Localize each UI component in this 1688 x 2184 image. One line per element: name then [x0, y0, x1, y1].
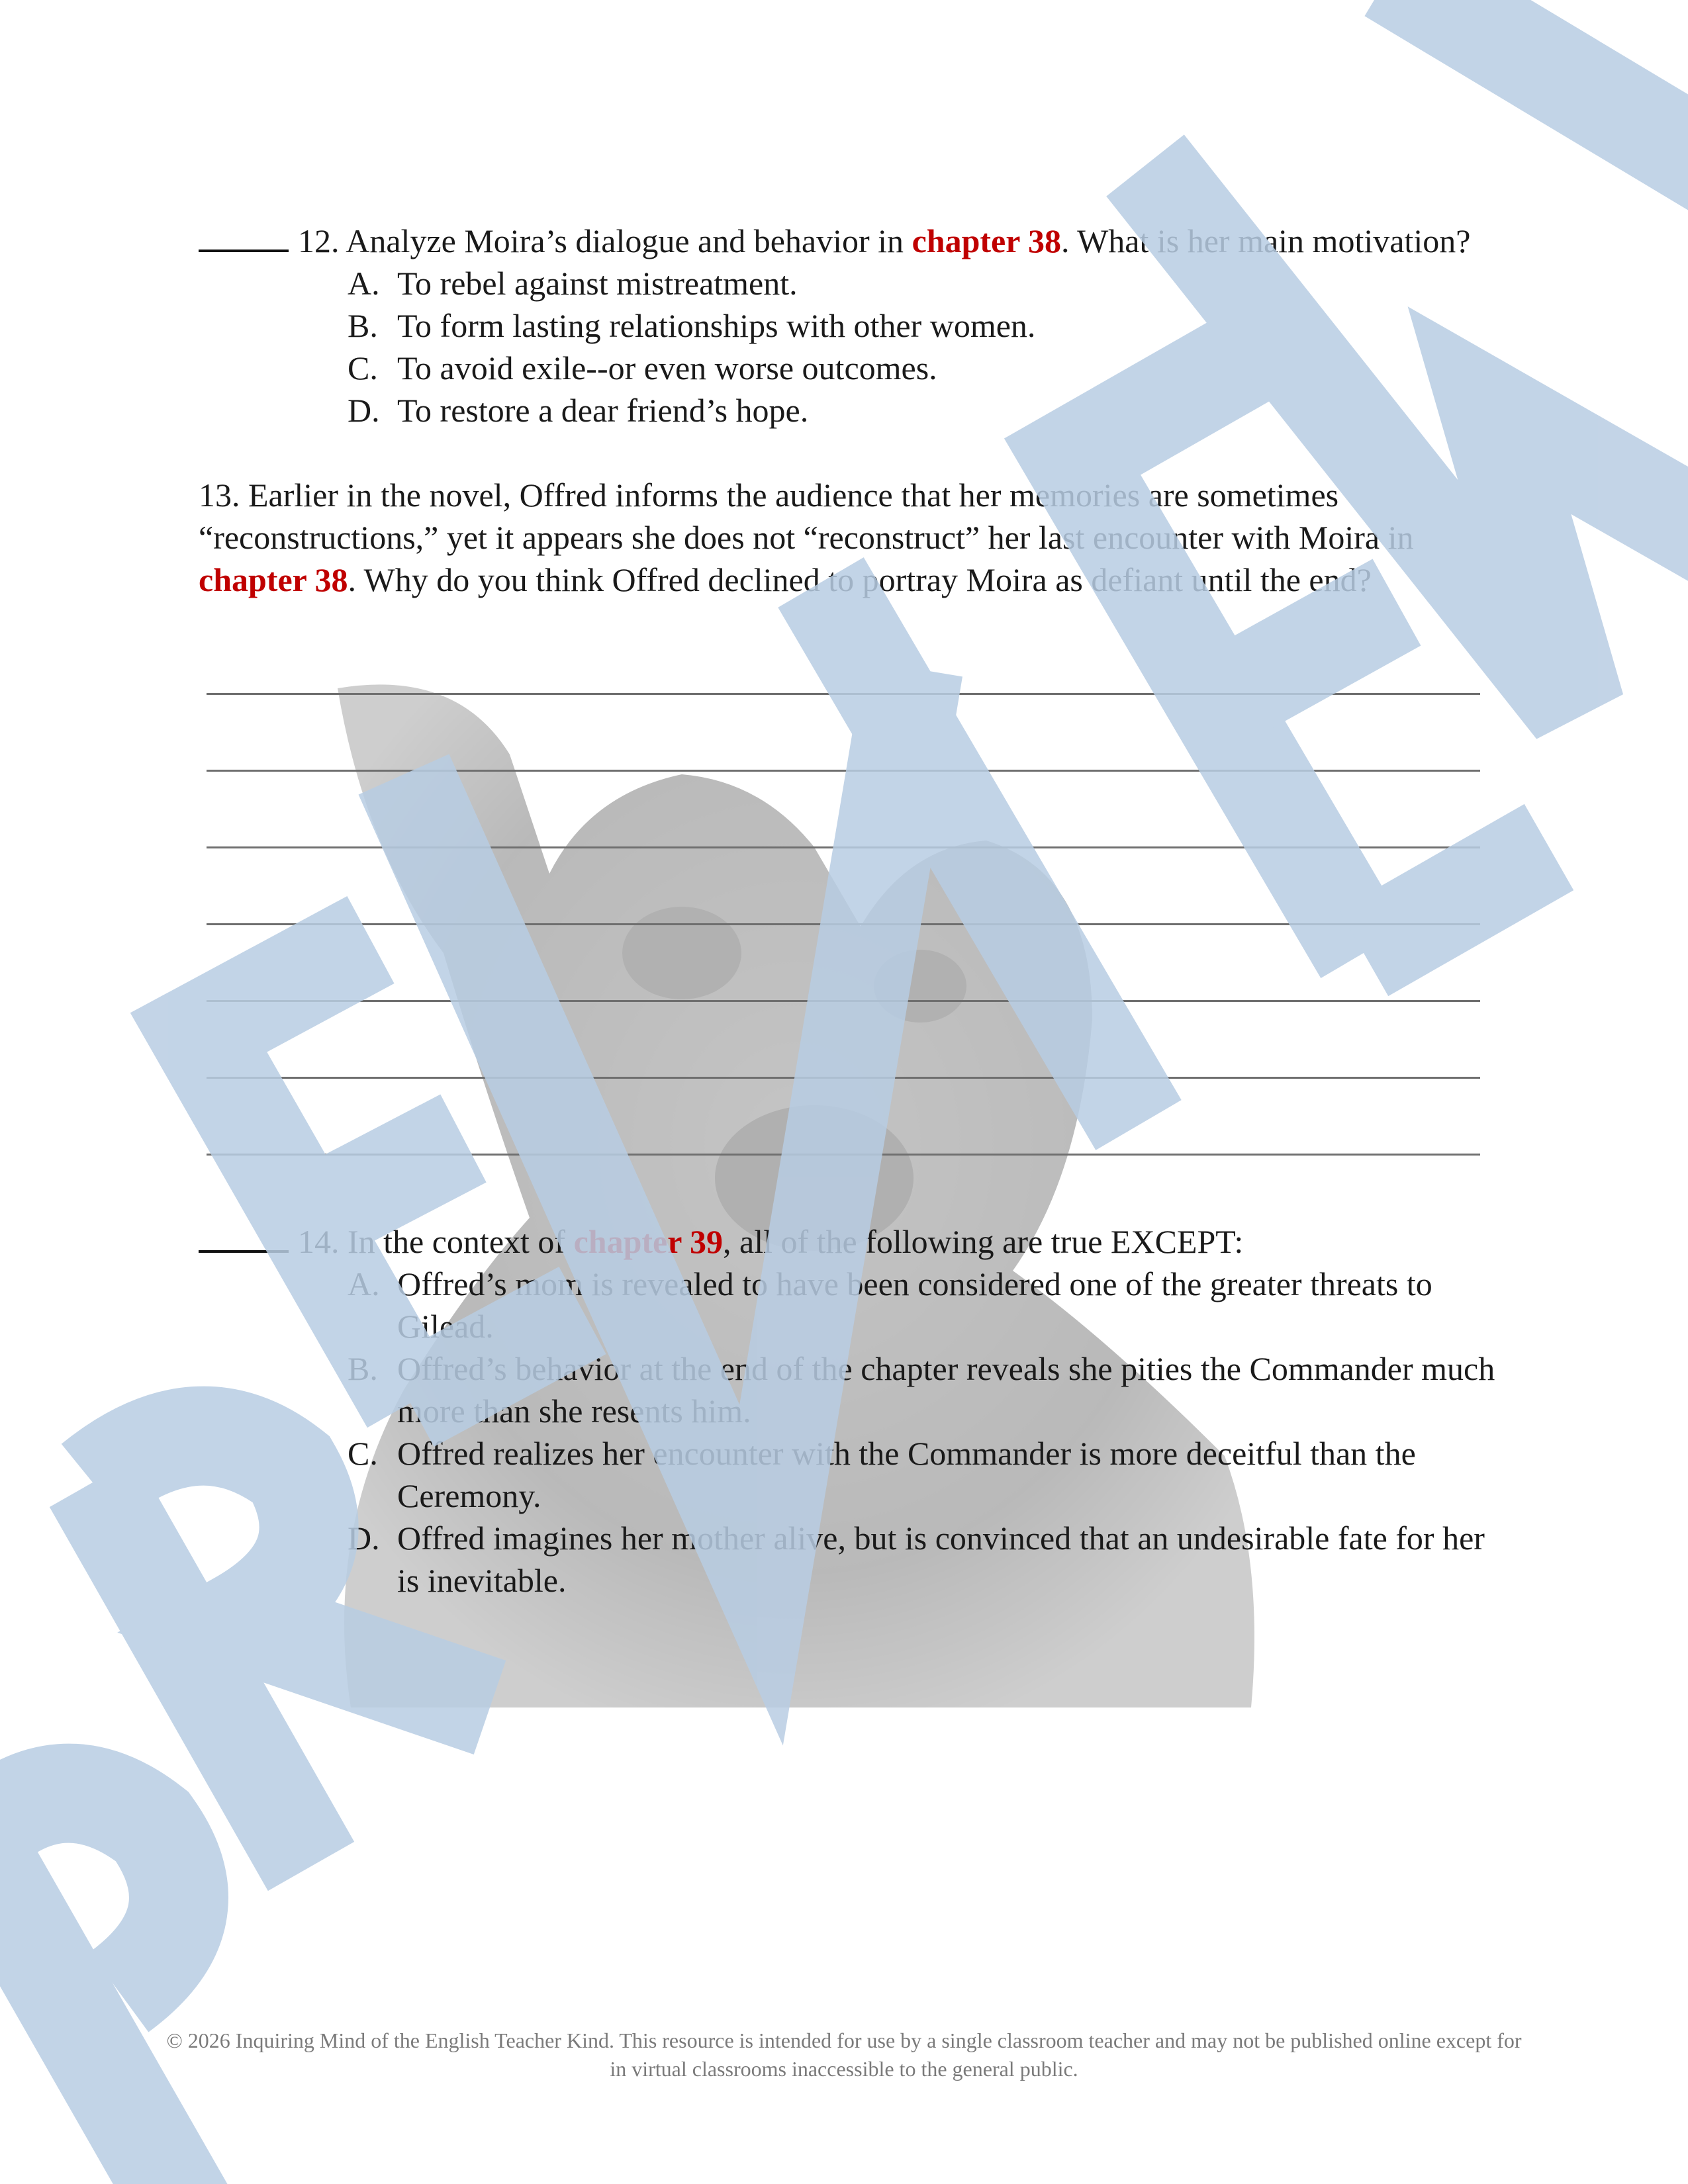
question-14-number: 14.	[298, 1223, 340, 1260]
question-12-options	[199, 262, 1496, 432]
option-14-a	[348, 1263, 1496, 1347]
option-12-d	[348, 389, 1496, 432]
option-14-c	[348, 1432, 1496, 1517]
answer-blank-12[interactable]	[199, 220, 289, 252]
answer-line[interactable]	[207, 1002, 1480, 1079]
question-13	[199, 474, 1496, 601]
question-14-text-start: In the context of	[348, 1223, 574, 1260]
answer-lines[interactable]	[207, 653, 1480, 1156]
question-12-number: 12.	[298, 222, 340, 259]
question-12	[199, 220, 1496, 262]
question-14-options	[199, 1263, 1496, 1602]
option-14-b	[348, 1347, 1496, 1432]
answer-line[interactable]	[207, 653, 1480, 695]
question-12-text-start: Analyze Moira’s dialogue and behavior in	[346, 222, 912, 259]
option-12-c	[348, 347, 1496, 389]
answer-line[interactable]	[207, 848, 1480, 925]
option-text: To avoid exile--or even worse outcomes.	[397, 349, 937, 387]
question-13-text-start: 13. Earlier in the novel, Offred informs the audience that her memories are sometimes “reconstructions,” yet it appears she does not “reconstruct” her last encounter with Moira in	[199, 477, 1414, 556]
option-letter: A.	[348, 1265, 380, 1302]
question-14-text-end: , all of the following are true EXCEPT:	[723, 1223, 1244, 1260]
option-12-b	[348, 304, 1496, 347]
answer-line[interactable]	[207, 772, 1480, 848]
option-text: Offred realizes her encounter with the Commander is more deceitful than the Ceremony.	[397, 1435, 1416, 1514]
chapter-reference: chapter 38	[199, 561, 348, 598]
question-13-text-end: . Why do you think Offred declined to portray Moira as defiant until the end?	[348, 561, 1372, 598]
option-letter: D.	[348, 392, 380, 429]
answer-line[interactable]	[207, 1079, 1480, 1156]
option-letter: B.	[348, 307, 378, 344]
option-letter: B.	[348, 1350, 378, 1387]
option-text: To restore a dear friend’s hope.	[397, 392, 809, 429]
option-letter: A.	[348, 265, 380, 302]
answer-line[interactable]	[207, 695, 1480, 772]
option-text: To rebel against mistreatment.	[397, 265, 798, 302]
option-letter: C.	[348, 1435, 378, 1472]
option-14-d	[348, 1517, 1496, 1602]
option-text: Offred’s mom is revealed to have been considered one of the greater threats to Gilead.	[397, 1265, 1432, 1345]
answer-line[interactable]	[207, 925, 1480, 1002]
option-text: Offred imagines her mother alive, but is convinced that an undesirable fate for her is inevitable.	[397, 1520, 1485, 1599]
copyright-footer: © 2026 Inquiring Mind of the English Teacher Kind. This resource is intended for use by a single classroom teacher and may not be published online except for in virtual classrooms inaccessible to the general public.	[166, 2028, 1522, 2081]
question-12-text-end: . What is her main motivation?	[1061, 222, 1471, 259]
answer-blank-14[interactable]	[199, 1221, 289, 1253]
option-letter: C.	[348, 349, 378, 387]
question-14	[199, 1220, 1496, 1263]
question-content	[199, 220, 1496, 1602]
chapter-reference: chapter 38	[912, 222, 1062, 259]
option-text: To form lasting relationships with other women.	[397, 307, 1036, 344]
option-letter: D.	[348, 1520, 380, 1557]
option-text: Offred’s behavior at the end of the chapter reveals she pities the Commander much more than she resents him.	[397, 1350, 1495, 1430]
option-12-a	[348, 262, 1496, 304]
chapter-reference: chapter 39	[573, 1223, 724, 1260]
